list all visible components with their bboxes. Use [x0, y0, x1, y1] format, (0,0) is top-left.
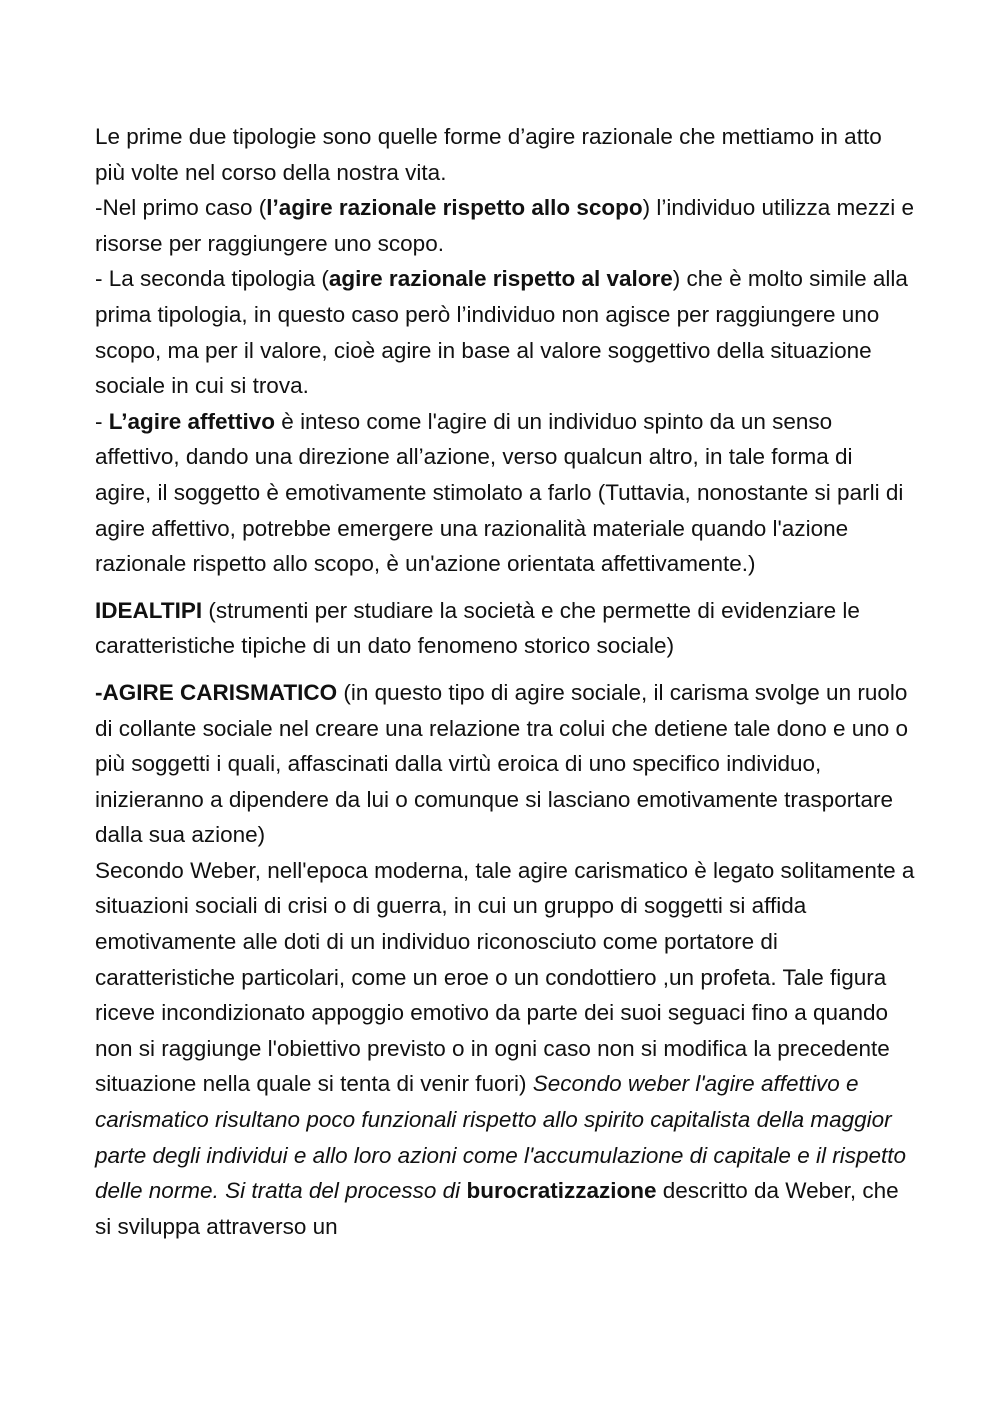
- first-case-body: ) l’individuo utilizza mezzi e risorse per raggiungere uno scopo.: [95, 195, 915, 256]
- weber-tail: descritto da Weber, che si sviluppa attraverso un: [95, 1178, 899, 1239]
- idealtypes-body: (strumenti per studiare la società e che permette di evidenziare le caratteristiche tipiche di un dato fenomeno storico sociale): [95, 597, 860, 659]
- idealtypes-term: IDEALTIPI: [95, 597, 203, 623]
- weber-body: Secondo Weber, nell'epoca moderna, tale agire carismatico è legato solitamente a situazioni sociali di crisi o di guerra, in cui un gruppo di soggetti si affida emotivamente alle doti di un individuo riconosciuto come portatore di caratteristiche particolari, come un eroe o un condottiero ,un profeta. Tale figura riceve incondizionato appoggio emotivo da parte dei suoi seguaci fino a quando non si raggiunge l'obiettivo previsto o in ogni caso non si modifica la precedente situazione nella quale si tenta di venir fuori): [95, 857, 915, 1097]
- paragraph-first-case: [95, 190, 915, 261]
- first-case-term: l’agire razionale rispetto allo scopo: [266, 195, 643, 221]
- paragraph-intro-text: Le prime due tipologie sono quelle forme d’agire razionale che mettiamo in atto più volte nel corso della nostra vita.: [95, 124, 882, 185]
- document-page: [95, 119, 915, 1244]
- charismatic-term: -AGIRE CARISMATICO: [95, 679, 338, 705]
- charismatic-body: (in questo tipo di agire sociale, il carisma svolge un ruolo di collante sociale nel creare una relazione tra colui che detiene tale dono e uno o più soggetti i quali, affascinati dalla virtù eroica di uno specifico individuo, inizieranno a dipendere da lui o comunque si lasciano emotivamente trasportare dalla sua azione): [95, 679, 909, 848]
- paragraph-affective: [95, 404, 915, 582]
- bureaucratization-term: burocratizzazione: [466, 1178, 657, 1204]
- paragraph-second-type: [95, 261, 915, 403]
- weber-italic: Secondo weber l'agire affettivo e carismatico risultano poco funzionali rispetto allo spirito capitalista della maggior parte degli individui e allo loro azioni come l'accumulazione di capitale e il rispetto delle norme. Si tratta del processo di: [95, 1071, 906, 1204]
- affective-term: L’agire affettivo: [108, 408, 276, 434]
- affective-lead: -: [95, 408, 109, 434]
- paragraph-intro: [95, 119, 915, 190]
- paragraph-weber: [95, 853, 915, 1245]
- second-type-term: agire razionale rispetto al valore: [328, 266, 673, 292]
- second-type-lead: - La seconda tipologia (: [95, 266, 329, 292]
- paragraph-idealtypes: [95, 593, 915, 664]
- second-type-body: ) che è molto simile alla prima tipologia, in questo caso però l’individuo non agisce per raggiungere uno scopo, ma per il valore, cioè agire in base al valore soggettivo della situazione sociale in cui si trova.: [95, 266, 908, 399]
- paragraph-charismatic: [95, 675, 915, 853]
- affective-body: è inteso come l'agire di un individuo spinto da un senso affettivo, dando una direzione all’azione, verso qualcun altro, in tale forma di agire, il soggetto è emotivamente stimolato a farlo (Tuttavia, nonostante si parli di agire affettivo, potrebbe emergere una razionalità materiale quando l'azione razionale rispetto allo scopo, è un'azione orientata affettivamente.): [95, 408, 904, 577]
- first-case-lead: -Nel primo caso (: [95, 195, 267, 221]
